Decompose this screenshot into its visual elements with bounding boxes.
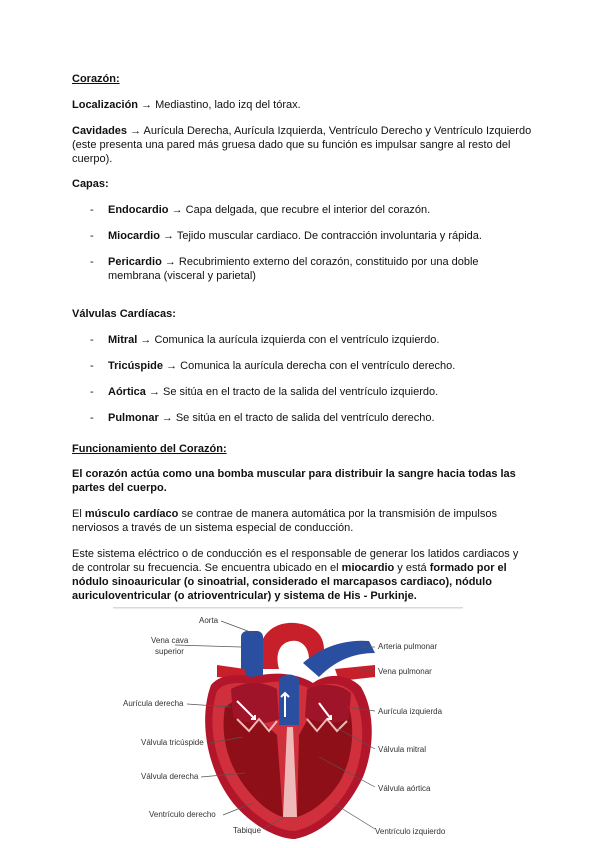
para-bomba: El corazón actúa como una bomba muscular para distribuir la sangre hacia todas las partes del cuerpo. <box>72 468 516 494</box>
term-miocardio-2: miocardio <box>341 562 395 574</box>
figure-top-border <box>113 607 463 609</box>
para-sistema <box>72 547 532 603</box>
text-musculo-pre: El <box>72 508 85 520</box>
text-miocardio: → Tejido muscular cardiaco. De contracción involuntaria y rápida. <box>159 230 482 242</box>
label-valvula-derecha: Válvula derecha <box>141 772 199 781</box>
heading-corazon: Corazón: <box>72 73 120 85</box>
term-endocardio: Endocardio <box>108 204 169 216</box>
para-localizacion <box>72 98 532 112</box>
list-item: - Miocardio → Tejido muscular cardiaco. De contracción involuntaria y rápida. <box>90 230 482 242</box>
label-auricula-izquierda: Aurícula izquierda <box>378 707 443 716</box>
list-item: - Pericardio → Recubrimiento externo del corazón, constituido por una doble membrana (visceral y parietal) <box>90 256 479 282</box>
para-musculo <box>72 507 532 535</box>
label-valvula-aortica: Válvula aórtica <box>378 784 431 793</box>
list-item: - Tricúspide → Comunica la aurícula derecha con el ventrículo derecho. <box>90 360 456 372</box>
list-item: - Endocardio → Capa delgada, que recubre el interior del corazón. <box>90 204 431 216</box>
heading-capas: Capas: <box>72 178 109 190</box>
left-atrium-chamber <box>305 685 351 723</box>
text-sistema-2: y está <box>394 562 430 574</box>
text-musculo: se contrae de manera automática por la transmisión de impulsos nerviosos a través de un sistema especial de conducción. <box>72 508 497 534</box>
list-capas <box>72 203 532 283</box>
term-pericardio: Pericardio <box>108 256 162 268</box>
label-valvula-mitral: Válvula mitral <box>378 745 427 754</box>
heart-illustration <box>113 607 463 839</box>
text-cavidades: → Aurícula Derecha, Aurícula Izquierda, Ventrículo Derecho y Ventrículo Izquierdo (este presenta una pared más gruesa dado que su función es impulsar sangre al resto del cuerpo). <box>72 125 532 165</box>
text-endocardio: → Capa delgada, que recubre el interior del corazón. <box>168 204 431 216</box>
heading-funcionamiento: Funcionamiento del Corazón: <box>72 443 227 455</box>
pulmonary-trunk-inner <box>279 675 299 726</box>
label-ventriculo-derecho: Ventrículo derecho <box>149 810 216 819</box>
text-tricuspide: → Comunica la aurícula derecha con el ventrículo derecho. <box>163 360 456 372</box>
term-pulmonar: Pulmonar <box>108 412 159 424</box>
para-cavidades <box>72 124 532 166</box>
label-vena-cava-1: Vena cava <box>151 636 189 645</box>
text-aortica: → Se sitúa en el tracto de la salida del ventrículo izquierdo. <box>145 386 439 398</box>
term-cavidades: Cavidades <box>72 125 128 137</box>
term-musculo: músculo cardíaco <box>84 508 179 520</box>
label-valvula-tricuspide: Válvula tricúspide <box>141 738 204 747</box>
list-item: - Mitral → Comunica la aurícula izquierda con el ventrículo izquierdo. <box>90 334 440 346</box>
document-page <box>72 72 532 603</box>
term-mitral: Mitral <box>108 334 138 346</box>
list-valvulas <box>72 333 532 425</box>
term-aortica: Aórtica <box>108 386 146 398</box>
text-localizacion: → Mediastino, lado izq del tórax. <box>138 99 301 111</box>
text-mitral: → Comunica la aurícula izquierda con el ventrículo izquierdo. <box>137 334 440 346</box>
label-arteria-pulmonar: Arteria pulmonar <box>378 642 438 651</box>
label-aorta: Aorta <box>199 616 219 625</box>
label-vena-pulmonar: Vena pulmonar <box>378 667 432 676</box>
list-item: - Pulmonar → Se sitúa en el tracto de salida del ventrículo derecho. <box>90 412 435 424</box>
label-vena-cava-2: superior <box>155 647 184 656</box>
heading-valvulas: Válvulas Cardíacas: <box>72 308 176 320</box>
label-tabique: Tabique <box>233 826 262 835</box>
list-item: - Aórtica → Se sitúa en el tracto de la salida del ventrículo izquierdo. <box>90 386 439 398</box>
text-sistema-1: Este sistema eléctrico o de conducción es el responsable de generar los latidos cardiacos y de controlar su frecuencia. Se encuentra ubicado en el <box>72 548 519 574</box>
term-tricuspide: Tricúspide <box>108 360 164 372</box>
term-miocardio: Miocardio <box>108 230 160 242</box>
term-localizacion: Localización <box>72 99 139 111</box>
heart-diagram <box>113 607 463 839</box>
text-pulmonar: → Se sitúa en el tracto de salida del ventrículo derecho. <box>158 412 435 424</box>
text-pericardio: → Recubrimiento externo del corazón, constituido por una doble membrana (visceral y parietal) <box>108 256 479 282</box>
label-auricula-derecha: Aurícula derecha <box>123 699 184 708</box>
label-ventriculo-izquierdo: Ventrículo izquierdo <box>375 827 446 836</box>
term-nodulos: formado por el nódulo sinoauricular (o sinoatrial, considerado el marcapasos cardiaco), nódulo auriculoventricular (o atrioventricular) y sistema de His - Purkinje. <box>72 562 507 602</box>
